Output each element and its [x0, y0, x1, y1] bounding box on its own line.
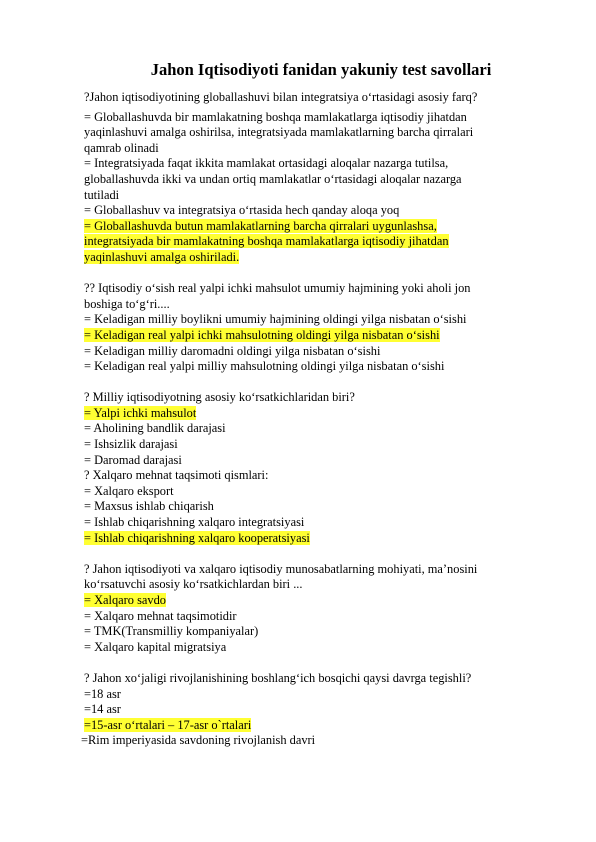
answer-option-text: =18 asr [84, 686, 121, 701]
correct-answer-text: = Keladigan real yalpi ichki mahsulotning oldingi yilga nisbatan o‘sishi [84, 327, 440, 342]
answer-option-text: = Globallashuvda bir mamlakatning boshqa mamlakatlarga iqtisodiy jihatdan [84, 109, 467, 124]
question-text: ? Jahon iqtisodiyoti va xalqaro iqtisodiy munosabatlarning mohiyati, ma’nosini [84, 561, 478, 576]
question-text: ? Jahon xo‘jaligi rivojlanishining boshlang‘ich bosqichi qaysi davrga tegishli? [84, 670, 472, 685]
question-text: ? Xalqaro mehnat taqsimoti qismlari: [84, 468, 269, 483]
answer-option-text: = Maxsus ishlab chiqarish [84, 499, 214, 514]
answer-option-text: = Ishsizlik darajasi [84, 437, 178, 452]
question-text: ?Jahon iqtisodiyotining globallashuvi bilan integratsiya o‘rtasidagi asosiy farq? [84, 90, 478, 104]
correct-answer-text: yaqinlashuvi amalga oshiriladi. [84, 249, 240, 264]
answer-option-text: = TMK(Transmilliy kompaniyalar) [84, 624, 259, 639]
answer-option-text: = Integratsiyada faqat ikkita mamlakat ortasidagi aloqalar nazarga tutilsa, [84, 156, 449, 171]
answer-option-text: = Daromad darajasi [84, 452, 182, 467]
answer-option-text: = Keladigan milliy daromadni oldingi yilga nisbatan o‘sishi [84, 343, 381, 358]
answer-option-text: qamrab olinadi [84, 140, 159, 155]
answer-option-text: = Xalqaro mehnat taqsimotidir [84, 608, 237, 623]
answer-option-text: = Keladigan milliy boylikni umumiy hajmining oldingi yilga nisbatan o‘sishi [84, 312, 467, 327]
answer-option-text: globallashuvda ikki va undan ortiq mamlakatlar o‘rtasidagi aloqalar nazarga [84, 171, 462, 186]
question-text: ?? Iqtisodiy o‘sish real yalpi ichki mahsulot umumiy hajmining yoki aholi jon [84, 281, 471, 296]
answer-option-text: = Xalqaro eksport [84, 483, 174, 498]
question-block [84, 468, 554, 562]
document-title: Jahon Iqtisodiyoti fanidan yakuniy test savollari [150, 60, 492, 79]
question-text: ? Milliy iqtisodiyotning asosiy ko‘rsatkichlaridan biri? [84, 390, 355, 405]
answer-option-text: = Xalqaro kapital migratsiya [84, 639, 227, 654]
answer-option-text: = Globallashuv va integratsiya o‘rtasida hech qanday aloqa yoq [84, 203, 400, 218]
question-block [84, 390, 554, 468]
answer-option-text: = Aholining bandlik darajasi [84, 421, 226, 436]
answer-option-text: =14 asr [84, 702, 121, 717]
question-text: boshiga to‘g‘ri.... [84, 296, 170, 311]
answer-option-text: tutiladi [84, 187, 120, 202]
correct-answer-text: integratsiyada bir mamlakatning boshqa mamlakatlarga iqtisodiy jihatdan [84, 234, 449, 249]
correct-answer-text: = Xalqaro savdo [84, 593, 166, 607]
correct-answer-text: = Yalpi ichki mahsulot [84, 405, 197, 420]
question-list [81, 90, 554, 749]
question-block [81, 670, 554, 749]
question-block [84, 562, 554, 671]
question-text: ko‘rsatuvchi asosiy ko‘rsatkichlardan biri ... [84, 577, 303, 592]
answer-option-text: =Rim imperiyasida savdoning rivojlanish davri [81, 733, 316, 748]
correct-answer-text: = Ishlab chiqarishning xalqaro kooperatsiyasi [84, 530, 310, 545]
correct-answer-text: =15-asr o‘rtalari – 17-asr o`rtalari [84, 717, 252, 732]
question-block [84, 90, 554, 281]
answer-option-text: yaqinlashuvi amalga oshirilsa, integratsiyada mamlakatlarning barcha qirralari [84, 125, 474, 140]
question-block [84, 281, 554, 390]
answer-option-text: = Keladigan real yalpi milliy mahsulotning oldingi yilga nisbatan o‘sishi [84, 359, 445, 374]
correct-answer-text: = Globallashuvda butun mamlakatlarning barcha qirralari uygunlashsa, [84, 218, 437, 233]
answer-option-text: = Ishlab chiqarishning xalqaro integratsiyasi [84, 515, 305, 530]
